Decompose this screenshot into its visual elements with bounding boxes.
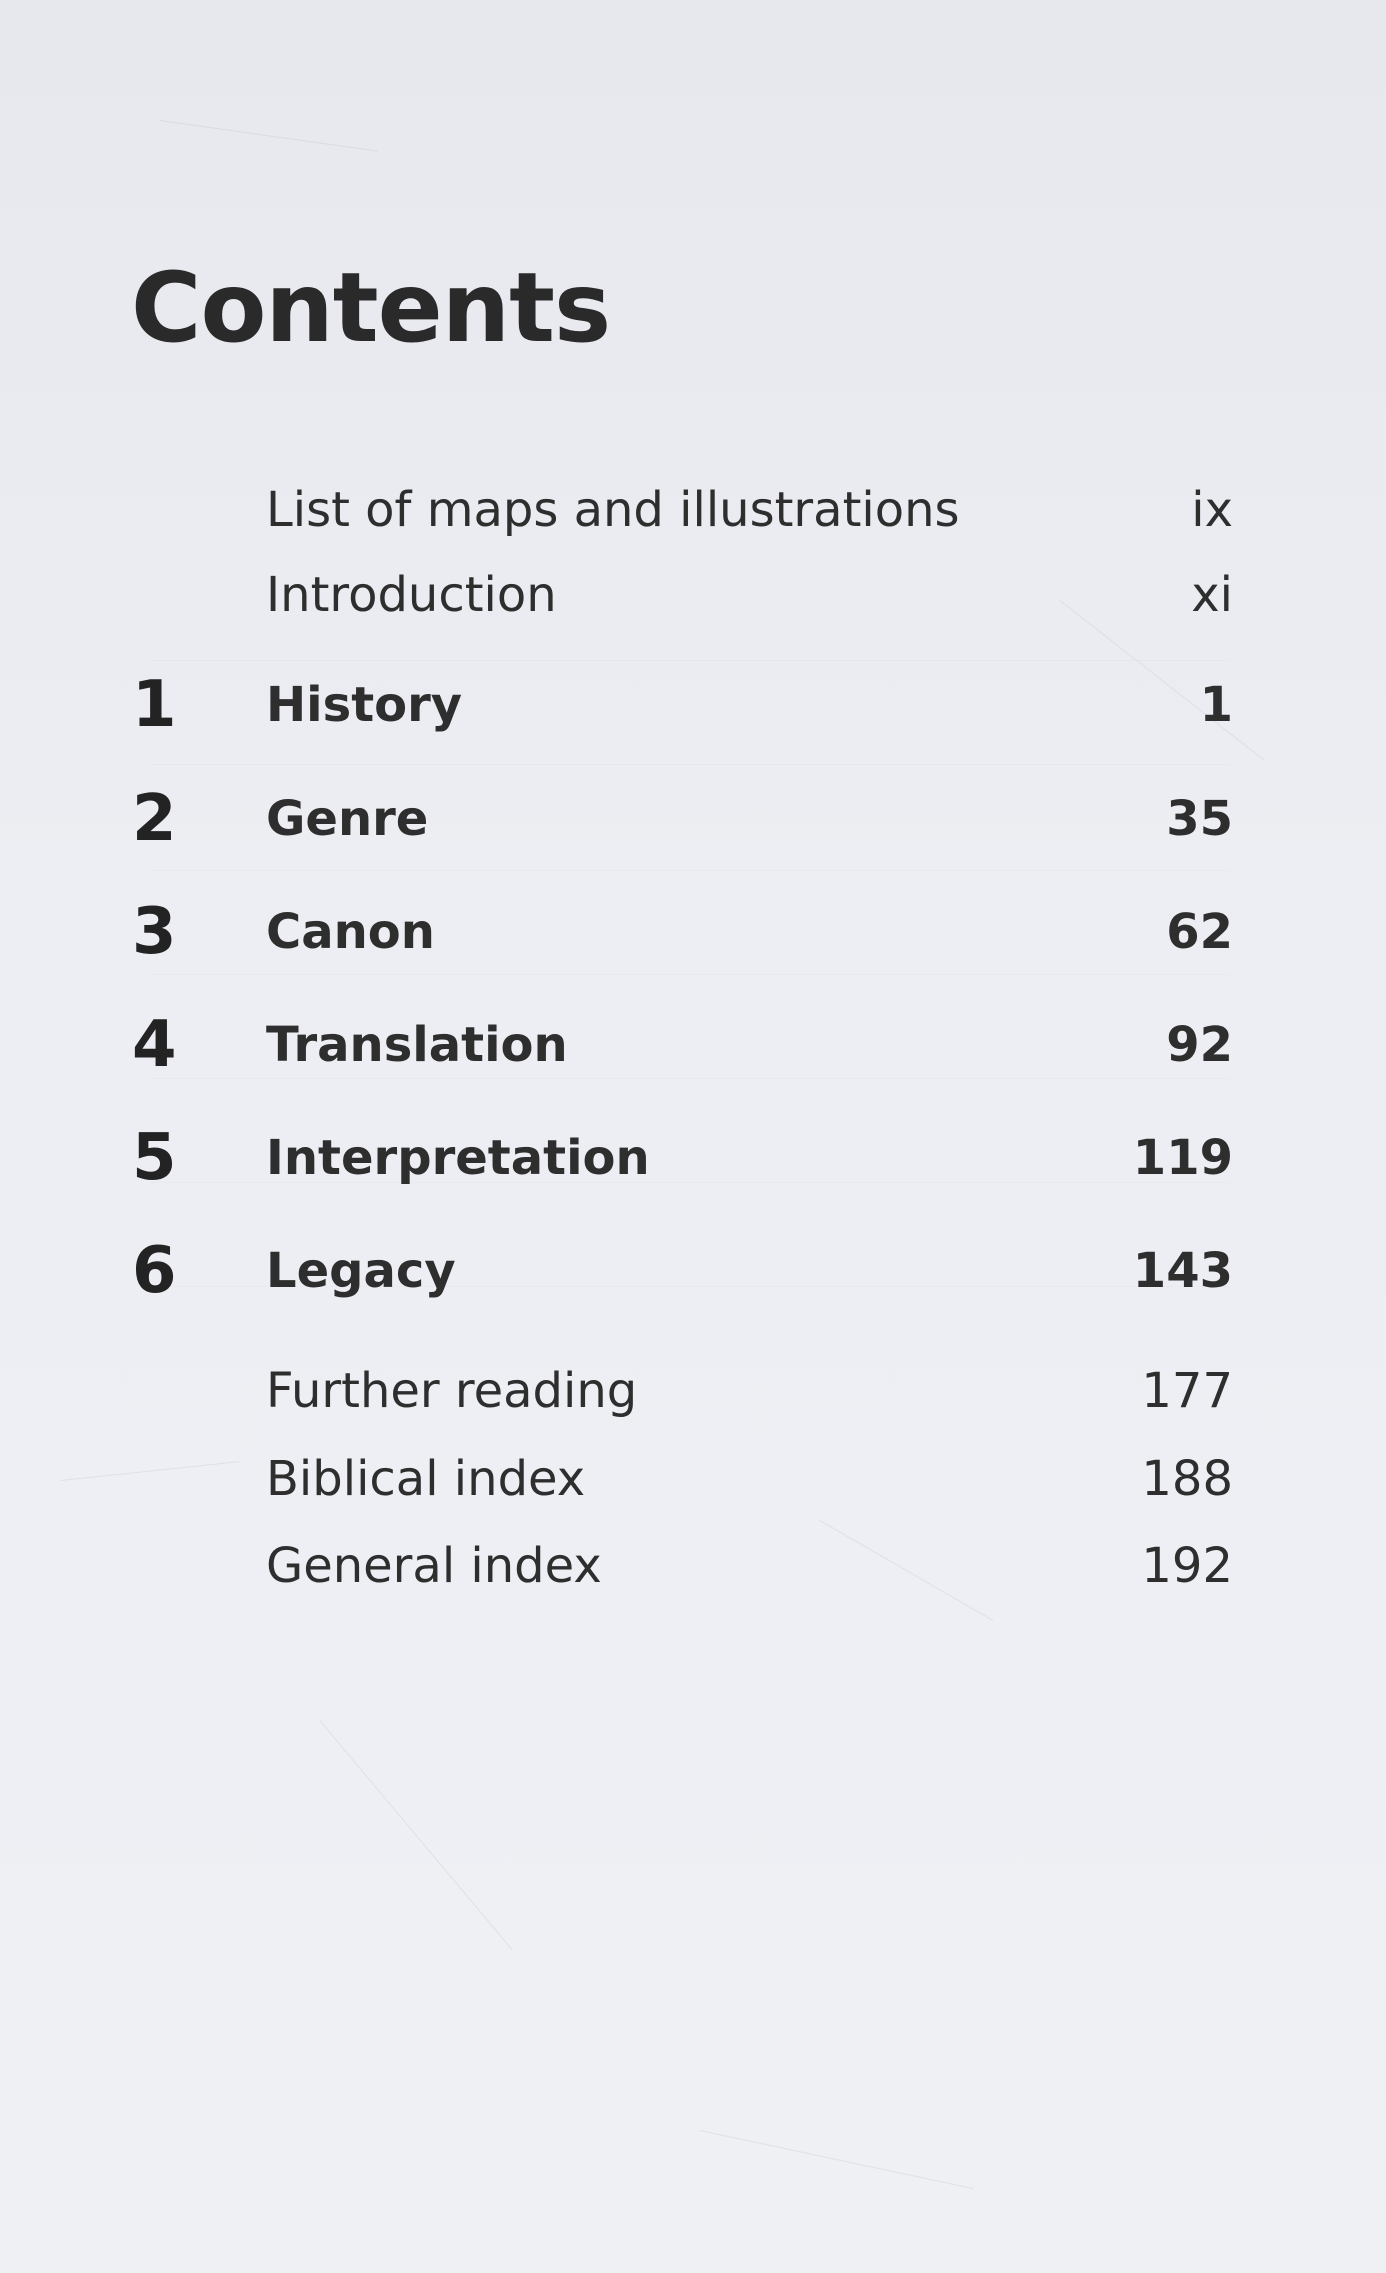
page-number: xi	[1191, 567, 1233, 623]
chapter-number: 2	[132, 782, 177, 856]
page-number: ix	[1191, 482, 1233, 538]
page-number: 62	[1166, 904, 1233, 960]
toc-entry	[0, 1444, 1386, 1514]
page-number: 92	[1166, 1017, 1233, 1073]
toc-entry	[0, 475, 1386, 545]
page-number: 143	[1132, 1243, 1233, 1299]
toc-entry	[0, 784, 1386, 854]
toc-entry	[0, 1356, 1386, 1426]
toc-entry	[0, 1531, 1386, 1601]
section-title: List of maps and illustrations	[266, 482, 960, 538]
page-number: 177	[1141, 1363, 1233, 1419]
paper-fiber	[319, 1720, 513, 1950]
toc-entry	[0, 670, 1386, 740]
chapter-number: 6	[132, 1234, 177, 1308]
page-number: 119	[1132, 1130, 1233, 1186]
chapter-number: 4	[132, 1008, 177, 1082]
chapter-number: 3	[132, 895, 177, 969]
section-title: Biblical index	[266, 1451, 586, 1507]
chapter-number: 1	[132, 668, 177, 742]
chapter-title: Genre	[266, 791, 429, 847]
toc-entry	[0, 560, 1386, 630]
chapter-title: Canon	[266, 904, 435, 960]
page-number: 188	[1141, 1451, 1233, 1507]
page-number: 35	[1166, 791, 1233, 847]
toc-entry	[0, 897, 1386, 967]
toc-entry	[0, 1010, 1386, 1080]
paper-fiber	[160, 120, 378, 152]
chapter-title: Translation	[266, 1017, 568, 1073]
page-number: 192	[1141, 1538, 1233, 1594]
chapter-title: History	[266, 677, 463, 733]
chapter-title: Legacy	[266, 1243, 456, 1299]
page-title: Contents	[131, 252, 611, 364]
chapter-number: 5	[132, 1121, 177, 1195]
section-title: Further reading	[266, 1363, 638, 1419]
page-number: 1	[1199, 677, 1233, 733]
toc-entry	[0, 1236, 1386, 1306]
toc-entry	[0, 1123, 1386, 1193]
section-title: General index	[266, 1538, 602, 1594]
chapter-title: Interpretation	[266, 1130, 650, 1186]
paper-fiber	[700, 2130, 974, 2189]
section-title: Introduction	[266, 567, 557, 623]
